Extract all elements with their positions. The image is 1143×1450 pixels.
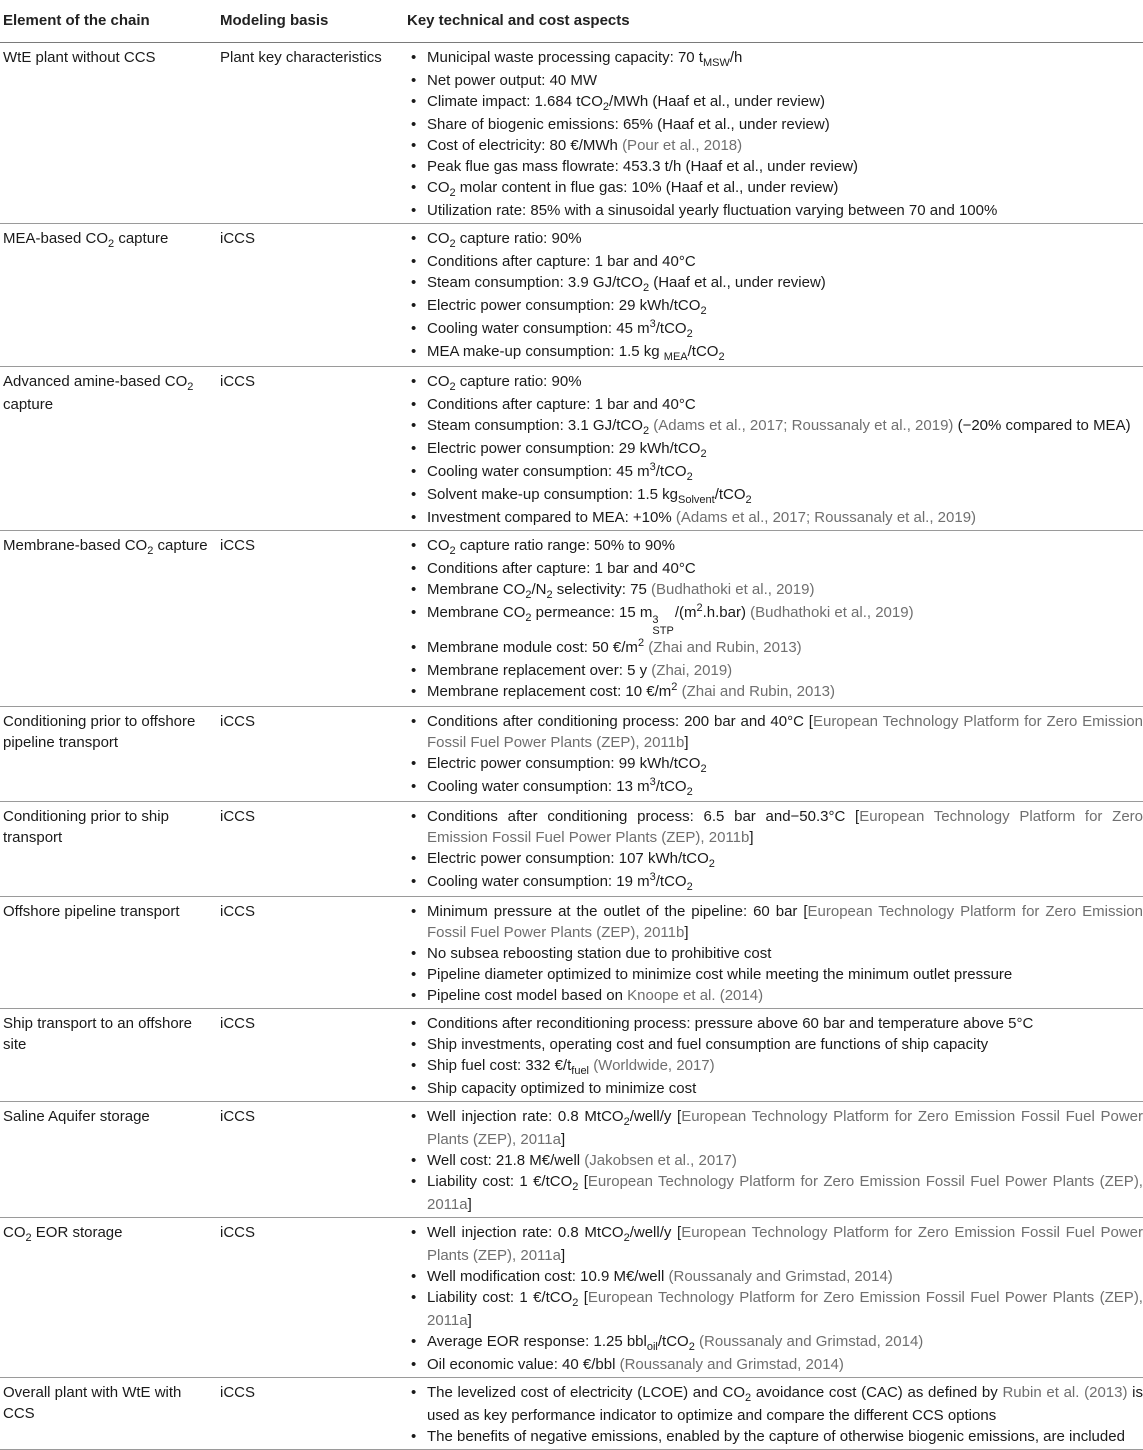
citation: European Technology Platform for Zero Emission Fossil Fuel Power Plants (ZEP), 2011b (427, 713, 1143, 751)
list-item: • Climate impact: 1.684 tCO$_2$/MWh (Haaf et al., under review) (407, 91, 1143, 114)
citation: (Worldwide, 2017) (593, 1057, 715, 1074)
table-row (0, 367, 1143, 531)
aspects-cell (404, 43, 1143, 224)
superscript: 3 (649, 461, 656, 473)
subscript: 2 (642, 282, 650, 294)
citation: European Technology Platform for Zero Emission Fossil Fuel Power Plants (ZEP), 2011a (427, 1224, 1143, 1264)
list-item: • No subsea reboosting station due to prohibitive cost (407, 943, 1143, 964)
subscript: 2 (572, 1297, 579, 1309)
list-item: • Pipeline cost model based on Knoope et al. (2014) (407, 985, 1143, 1006)
citation: Knoope et al. (2014) (627, 987, 764, 1004)
subscript: 2 (623, 1232, 630, 1244)
list-item: • Investment compared to MEA: +10% (Adams et al., 2017; Roussanaly et al., 2019) (407, 507, 1143, 528)
subscript: 2 (686, 881, 693, 893)
citation: Rubin et al. (2013) (1002, 1384, 1128, 1401)
element-cell: Conditioning prior to offshore pipeline transport (0, 707, 217, 802)
citation: European Technology Platform for Zero Emission Fossil Fuel Power Plants (ZEP), 2011b (427, 903, 1143, 941)
subscript: 2 (700, 763, 707, 775)
citation: (Roussanaly and Grimstad, 2014) (668, 1268, 893, 1285)
header-aspects: Key technical and cost aspects (404, 0, 1143, 43)
list-item: • MEA make-up consumption: 1.5 kg $_{MEA}$/tCO$_2$ (407, 341, 1143, 364)
list-item: • Share of biogenic emissions: 65% (Haaf et al., under review) (407, 114, 1143, 135)
subscript: 2 (546, 589, 553, 601)
subscript: 2 (108, 238, 115, 250)
aspects-list (407, 1222, 1143, 1375)
basis-cell: iCCS (217, 707, 404, 802)
basis-cell: iCCS (217, 1378, 404, 1450)
aspects-list (407, 47, 1143, 221)
superscript: 2 (671, 681, 678, 693)
element-cell: Ship transport to an offshore site (0, 1009, 217, 1102)
table-row (0, 531, 1143, 707)
basis-cell: Plant key characteristics (217, 43, 404, 224)
list-item: • Conditions after reconditioning process: pressure above 60 bar and temperature above 5°C (407, 1013, 1143, 1034)
list-item: • Well modification cost: 10.9 M€/well (Roussanaly and Grimstad, 2014) (407, 1266, 1143, 1287)
aspects-cell (404, 224, 1143, 367)
element-cell: Advanced amine-based $CO_2$ capture (0, 367, 217, 531)
list-item: • Ship fuel cost: 332 $€/t_{fuel}$ (Worldwide, 2017) (407, 1055, 1143, 1078)
citation: (Zhai, 2019) (651, 662, 733, 679)
superscript: 3 (649, 871, 656, 883)
list-item: • The levelized cost of electricity (LCOE) and $CO_2$ avoidance cost (CAC) as defined by Rubin et al. (2013) is used as key performance indicator to optimize and compare the different CCS options (407, 1382, 1143, 1426)
subscript: 2 (525, 589, 532, 601)
list-item: • $CO_2$ capture ratio: 90% (407, 371, 1143, 394)
table-row (0, 897, 1143, 1009)
list-item: • Net power output: 40 MW (407, 70, 1143, 91)
subscript: 2 (686, 328, 693, 340)
aspects-list (407, 711, 1143, 799)
list-item: • Electric power consumption: 29 kWh/tCO$_2$ (407, 438, 1143, 461)
subscript: 2 (708, 858, 715, 870)
element-cell: Conditioning prior to ship transport (0, 802, 217, 897)
header-basis: Modeling basis (217, 0, 404, 43)
list-item: • Electric power consumption: 107 kWh/tCO$_2$ (407, 848, 1143, 871)
aspects-list (407, 1013, 1143, 1099)
list-item: • Conditions after capture: 1 bar and 40°C (407, 394, 1143, 415)
aspects-cell (404, 1009, 1143, 1102)
superscript: 3 (649, 318, 656, 330)
subscript: Solvent (677, 494, 715, 506)
element-cell: Saline Aquifer storage (0, 1102, 217, 1218)
aspects-list (407, 535, 1143, 704)
subscript: MSW (702, 57, 730, 69)
subscript: 2 (688, 1341, 695, 1353)
element-cell: $CO_2$ EOR storage (0, 1218, 217, 1378)
subscript: 2 (700, 448, 707, 460)
list-item: • Solvent make-up consumption: 1.5 $kg_{Solvent}/tCO_2$ (407, 484, 1143, 507)
list-item: • Membrane replacement over: 5 y (Zhai, 2019) (407, 660, 1143, 681)
table-row (0, 707, 1143, 802)
list-item: • Conditions after conditioning process: 6.5 bar and−50.3°C [European Technology Platform for Zero Emission Fossil Fuel Power Plants (ZEP), 2011b] (407, 806, 1143, 848)
list-item: • Municipal waste processing capacity: 70 $t_{MSW}/h$ (407, 47, 1143, 70)
subscript: 2 (449, 187, 456, 199)
subscript: 2 (449, 381, 456, 393)
subscript: 2 (449, 545, 456, 557)
table-header-row (0, 0, 1143, 43)
subscript: 2 (147, 545, 154, 557)
citation: (Roussanaly and Grimstad, 2014) (699, 1333, 924, 1350)
aspects-list (407, 228, 1143, 364)
list-item: • Membrane $CO_2$ permeance: 15 m 3 STP $/(m^2.h.bar)$ (Budhathoki et al., 2019) (407, 602, 1143, 637)
table-row (0, 1378, 1143, 1450)
aspects-cell (404, 1102, 1143, 1218)
table-row (0, 43, 1143, 224)
list-item: • Well cost: 21.8 M€/well (Jakobsen et al., 2017) (407, 1150, 1143, 1171)
aspects-cell (404, 802, 1143, 897)
subscript: 2 (602, 101, 610, 113)
citation: (Budhathoki et al., 2019) (651, 581, 815, 598)
subscript: STP (652, 625, 674, 637)
list-item: • Well injection rate: 0.8 MtCO$_2$/well/y [European Technology Platform for Zero Emission Fossil Fuel Power Plants (ZEP), 2011a] (407, 1106, 1143, 1150)
table-row (0, 1218, 1143, 1378)
subscript: 2 (449, 238, 456, 250)
subscript: fuel (571, 1065, 590, 1077)
table-row (0, 224, 1143, 367)
list-item: • Electric power consumption: 99 kWh/tCO$_2$ (407, 753, 1143, 776)
list-item: • Steam consumption: 3.9 GJ/tCO$_2$ (Haaf et al., under review) (407, 272, 1143, 295)
element-cell: Overall plant with WtE with CCS (0, 1378, 217, 1450)
list-item: • Cooling water consumption: 19 $m^3/tCO_2$ (407, 871, 1143, 894)
list-item: • Cooling water consumption: 45 $m^3/tCO_2$ (407, 461, 1143, 484)
list-item: • Conditions after conditioning process: 200 bar and 40°C [European Technology Platform for Zero Emission Fossil Fuel Power Plants (ZEP), 2011b] (407, 711, 1143, 753)
citation: (Zhai and Rubin, 2013) (681, 683, 836, 700)
aspects-cell (404, 367, 1143, 531)
citation: (Jakobsen et al., 2017) (584, 1152, 737, 1169)
basis-cell: iCCS (217, 531, 404, 707)
element-cell: Membrane-based $CO_2$ capture (0, 531, 217, 707)
basis-cell: iCCS (217, 1218, 404, 1378)
aspects-cell (404, 707, 1143, 802)
citation: (Budhathoki et al., 2019) (750, 604, 914, 621)
list-item: • Liability cost: 1 €/tCO$_2$ [European Technology Platform for Zero Emission Fossil Fuel Power Plants (ZEP), 2011a] (407, 1171, 1143, 1215)
basis-cell: iCCS (217, 1102, 404, 1218)
aspects-list (407, 806, 1143, 894)
aspects-list (407, 1106, 1143, 1215)
list-item: • $CO_2$ capture ratio: 90% (407, 228, 1143, 251)
list-item: • Membrane $CO_2/N_2$ selectivity: 75 (Budhathoki et al., 2019) (407, 579, 1143, 602)
citation: European Technology Platform for Zero Emission Fossil Fuel Power Plants (ZEP), 2011a (427, 1289, 1143, 1329)
list-item: • Average EOR response: 1.25 bbl$_{oil}$/tCO$_2$ (Roussanaly and Grimstad, 2014) (407, 1331, 1143, 1354)
unit-stack (652, 615, 673, 637)
list-item: • Membrane replacement cost: 10 $€/m^2$ (Zhai and Rubin, 2013) (407, 681, 1143, 704)
subscript: 2 (525, 612, 532, 624)
list-item: • Cooling water consumption: 45 $m^3/tCO_2$ (407, 318, 1143, 341)
list-item: • Steam consumption: 3.1 GJ/tCO$_2$ (Adams et al., 2017; Roussanaly et al., 2019) (−20% compared to MEA) (407, 415, 1143, 438)
list-item: • Liability cost: 1 €/tCO$_2$ [European Technology Platform for Zero Emission Fossil Fuel Power Plants (ZEP), 2011a] (407, 1287, 1143, 1331)
list-item: • Conditions after capture: 1 bar and 40°C (407, 558, 1143, 579)
table-row (0, 1102, 1143, 1218)
citation: European Technology Platform for Zero Emission Fossil Fuel Power Plants (ZEP), 2011a (427, 1173, 1143, 1213)
subscript: MEA (663, 351, 688, 363)
subscript: 2 (642, 425, 650, 437)
citation: (Pour et al., 2018) (622, 137, 743, 154)
list-item: • Oil economic value: 40 €/bbl (Roussanaly and Grimstad, 2014) (407, 1354, 1143, 1375)
superscript: 2 (637, 637, 645, 649)
subscript: 2 (700, 305, 707, 317)
aspects-cell (404, 897, 1143, 1009)
list-item: • Ship capacity optimized to minimize cost (407, 1078, 1143, 1099)
subscript: 2 (187, 381, 194, 393)
citation: European Technology Platform for Zero Emission Fossil Fuel Power Plants (ZEP), 2011b (427, 808, 1143, 846)
basis-cell: iCCS (217, 367, 404, 531)
element-cell: Offshore pipeline transport (0, 897, 217, 1009)
aspects-list (407, 901, 1143, 1006)
element-cell: WtE plant without CCS (0, 43, 217, 224)
citation: (Adams et al., 2017; Roussanaly et al., 2019) (653, 417, 954, 434)
superscript: 3 (652, 614, 659, 626)
subscript: oil (646, 1341, 658, 1353)
list-item: • Pipeline diameter optimized to minimize cost while meeting the minimum outlet pressure (407, 964, 1143, 985)
subscript: 2 (718, 351, 725, 363)
subscript: 2 (572, 1181, 579, 1193)
table-row (0, 802, 1143, 897)
list-item: • Utilization rate: 85% with a sinusoidal yearly fluctuation varying between 70 and 100% (407, 200, 1143, 221)
basis-cell: iCCS (217, 897, 404, 1009)
element-cell: MEA-based $CO_2$ capture (0, 224, 217, 367)
aspects-list (407, 371, 1143, 528)
list-item: • $CO_2$ capture ratio range: 50% to 90% (407, 535, 1143, 558)
subscript: 2 (25, 1232, 32, 1244)
subscript: 2 (686, 786, 693, 798)
list-item: • Electric power consumption: 29 kWh/tCO$_2$ (407, 295, 1143, 318)
citation: (Roussanaly and Grimstad, 2014) (619, 1356, 844, 1373)
subscript: 2 (623, 1116, 630, 1128)
list-item: • Cooling water consumption: 13 $m^3/tCO_2$ (407, 776, 1143, 799)
list-item: • Conditions after capture: 1 bar and 40°C (407, 251, 1143, 272)
aspects-list (407, 1382, 1143, 1447)
basis-cell: iCCS (217, 224, 404, 367)
table-row (0, 1009, 1143, 1102)
aspects-cell (404, 531, 1143, 707)
list-item: • Membrane module cost: 50 $€/m^2$ (Zhai and Rubin, 2013) (407, 637, 1143, 660)
list-item: • Cost of electricity: 80 €/MWh (Pour et al., 2018) (407, 135, 1143, 156)
list-item: • Well injection rate: 0.8 MtCO$_2$/well/y [European Technology Platform for Zero Emission Fossil Fuel Power Plants (ZEP), 2011a] (407, 1222, 1143, 1266)
superscript: 3 (649, 776, 656, 788)
citation: (Adams et al., 2017; Roussanaly et al., 2019) (675, 509, 977, 526)
header-element: Element of the chain (0, 0, 217, 43)
citation: European Technology Platform for Zero Emission Fossil Fuel Power Plants (ZEP), 2011a (427, 1108, 1143, 1148)
subscript: 2 (745, 494, 752, 506)
citation: (Zhai and Rubin, 2013) (648, 639, 802, 656)
superscript: 2 (696, 602, 703, 614)
list-item: • Minimum pressure at the outlet of the pipeline: 60 bar [European Technology Platform for Zero Emission Fossil Fuel Power Plants (ZEP), 2011b] (407, 901, 1143, 943)
subscript: 2 (686, 471, 693, 483)
aspects-cell (404, 1218, 1143, 1378)
list-item: • Peak flue gas mass flowrate: 453.3 t/h (Haaf et al., under review) (407, 156, 1143, 177)
list-item: • Ship investments, operating cost and fuel consumption are functions of ship capacity (407, 1034, 1143, 1055)
basis-cell: iCCS (217, 802, 404, 897)
list-item: • The benefits of negative emissions, enabled by the capture of otherwise biogenic emissions, are included (407, 1426, 1143, 1447)
table-body (0, 43, 1143, 1450)
aspects-cell (404, 1378, 1143, 1450)
list-item: • $CO_2$ molar content in flue gas: 10% (Haaf et al., under review) (407, 177, 1143, 200)
basis-cell: iCCS (217, 1009, 404, 1102)
subscript: 2 (745, 1392, 752, 1404)
